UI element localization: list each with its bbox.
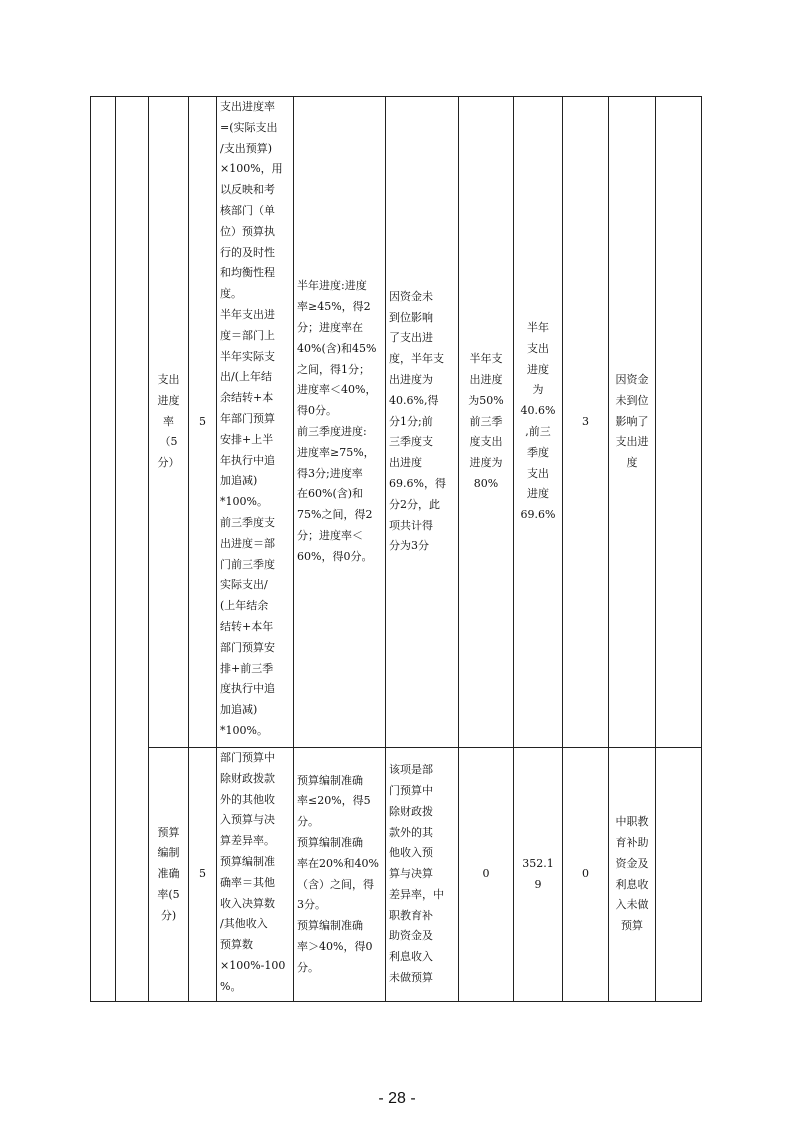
evaluation-table — [90, 96, 702, 1002]
score-explanation: 该项是部 门预算中 除财政拨 款外的其 他收入预 算与决算 差异率，中 职教育补 助资金及 利息收入 未做预算 — [386, 748, 459, 1002]
score-value: 0 — [563, 748, 609, 1002]
indicator-weight: 5 — [189, 97, 217, 748]
indicator-definition: 支出进度率 =(实际支出 /支出预算) ×100%，用 以反映和考 核部门（单 位）预算执 行的及时性 和均衡性程 度。 半年支出进 度＝部门上 半年实际支 出/(上年结 余结转+本 年部门预算 安排+上半 年执行中追 加追减) *100%。 前三季度支 出进度＝部 门前三季度 实际支出/ (上年结余 结转+本年 部门预算安 排+前三季 度执行中追 加追减) *100%。 — [217, 97, 294, 748]
remark-cell — [656, 97, 702, 748]
target-value: 半年支 出进度 为50% 前三季 度支出 进度为 80% — [459, 97, 514, 748]
indicator-name: 支出 进度 率 （5 分） — [149, 97, 189, 748]
deduction-reason: 中职教 育补助 资金及 利息收 入未做 预算 — [609, 748, 656, 1002]
deduction-reason: 因资金 未到位 影响了 支出进 度 — [609, 97, 656, 748]
target-value: 0 — [459, 748, 514, 1002]
table-row — [91, 97, 702, 748]
page-number: - 28 - — [378, 1090, 416, 1107]
score-explanation: 因资金未 到位影响 了支出进 度，半年支 出进度为 40.6%,得 分1分;前 三季度支 出进度 69.6%，得 分2分，此 项共计得 分为3分 — [386, 97, 459, 748]
indicator-weight: 5 — [189, 748, 217, 1002]
score-value: 3 — [563, 97, 609, 748]
table-row — [91, 748, 702, 1002]
actual-value: 半年 支出 进度 为 40.6% ,前三 季度 支出 进度 69.6% — [514, 97, 563, 748]
remark-cell — [656, 748, 702, 1002]
scoring-standard: 半年进度:进度 率≥45%，得2 分；进度率在 40%(含)和45% 之间，得1分； 进度率＜40%， 得0分。 前三季度进度: 进度率≥75%， 得3分;进度率 在60%(含)和 75%之间，得2 分；进度率＜ 60%，得0分。 — [294, 97, 386, 748]
level2-indicator-cell — [116, 97, 149, 1002]
scoring-standard: 预算编制准确 率≤20%，得5 分。 预算编制准确 率在20%和40% （含）之间，得 3分。 预算编制准确 率＞40%，得0 分。 — [294, 748, 386, 1002]
actual-value: 352.1 9 — [514, 748, 563, 1002]
indicator-name: 预算 编制 准确 率(5 分) — [149, 748, 189, 1002]
indicator-definition: 部门预算中 除财政拨款 外的其他收 入预算与决 算差异率。 预算编制准 确率＝其他 收入决算数 /其他收入 预算数 ×100%-100 %。 — [217, 748, 294, 1002]
level1-indicator-cell — [91, 97, 116, 1002]
